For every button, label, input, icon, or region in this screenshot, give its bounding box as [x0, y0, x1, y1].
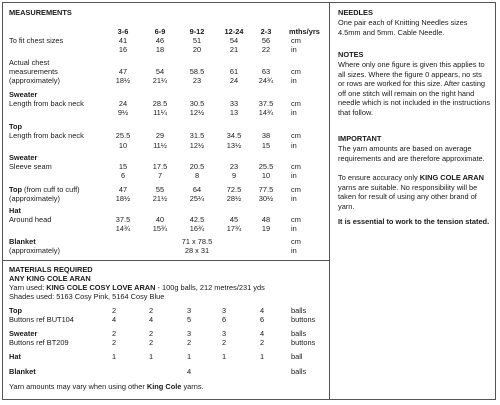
button-count: 2	[222, 338, 227, 347]
sweater-length-value: 12½	[189, 108, 205, 117]
blanket-approx-label: (approximately)	[9, 246, 60, 255]
accuracy-text	[338, 173, 490, 211]
sleeve-seam-value: 8	[194, 171, 200, 180]
chest-label: To fit chest sizes	[9, 36, 64, 45]
ball-count: 4	[260, 329, 265, 338]
button-count: 2	[149, 338, 154, 347]
size-header: 6-9	[154, 27, 166, 36]
section-divider	[2, 260, 330, 261]
chest-value: 51	[192, 36, 202, 45]
balls-unit: ball	[291, 352, 303, 361]
actual-chest-value: 24	[229, 76, 239, 85]
hat-value: 48	[261, 215, 271, 224]
cuff-value: 30½	[258, 194, 274, 203]
size-header: 2-3	[260, 27, 272, 36]
buttons-ref: Buttons ref BUT104	[9, 315, 74, 324]
ball-count: 1	[187, 352, 192, 361]
ball-count: 2	[112, 306, 117, 315]
ball-count: 3	[222, 329, 227, 338]
cuff-value: 18½	[115, 194, 131, 203]
chest-value: 21	[229, 45, 239, 54]
button-count: 6	[260, 315, 265, 324]
top-length-value: 13½	[226, 141, 242, 150]
actual-chest-value: 23	[192, 76, 202, 85]
blanket-value: 71 x 78.5	[181, 237, 213, 246]
ball-count: 3	[187, 306, 192, 315]
balls-unit: balls	[291, 306, 307, 315]
unit-label: in	[291, 194, 297, 203]
needles-text: One pair each of Knitting Needles sizes 4.5mm and 5mm. Cable Needle.	[338, 18, 468, 37]
ball-count: 2	[149, 329, 154, 338]
notes-text: Where only one figure is given this applies to all sizes. Where the figure 0 appears, no sts or rows are worked for this size. After casting off one stitch will remain on the right hand needle which is not included in the instructions that follow.	[338, 60, 491, 117]
cuff-value: 25¼	[189, 194, 205, 203]
actual-chest-value: 63	[261, 67, 271, 76]
accuracy-suffix: yarns are suitable. No responsibility will be taken for result of using any other brand of yarn.	[338, 182, 478, 211]
blanket-heading: Blanket	[9, 237, 36, 246]
actual-chest-value: 21¼	[152, 76, 168, 85]
cuff-value: 55	[155, 185, 165, 194]
important-title: IMPORTANT	[338, 134, 382, 143]
materials-blanket-heading: Blanket	[9, 367, 36, 376]
button-count: 4	[149, 315, 154, 324]
unit-label: cm	[291, 99, 301, 108]
ball-count: 4	[260, 306, 265, 315]
top-length-value: 34.5	[226, 131, 242, 140]
balls-unit: balls	[291, 367, 307, 376]
note-brand: King Cole	[146, 382, 182, 391]
unit-label: cm	[291, 131, 301, 140]
button-count: 2	[112, 338, 117, 347]
unit-label: in	[291, 171, 297, 180]
unit-label: in	[291, 108, 297, 117]
size-header: 9-12	[189, 27, 205, 36]
top-length-label: Length from back neck	[9, 131, 84, 140]
approx-label: (approximately)	[9, 194, 60, 203]
cuff-value: 72.5	[226, 185, 242, 194]
sweater-length-value: 30.5	[189, 99, 205, 108]
sweater-heading: Sweater	[9, 90, 38, 99]
chest-value: 46	[155, 36, 165, 45]
sleeve-seam-value: 17.5	[152, 162, 168, 171]
buttons-unit: buttons	[291, 338, 316, 347]
yarn-name: KING COLE COSY LOVE ARAN	[46, 283, 156, 292]
sleeve-seam-value: 20.5	[189, 162, 205, 171]
shades-used: Shades used: 5163 Cosy Pink, 5164 Cosy Blue	[9, 292, 165, 301]
top-length-value: 11½	[153, 141, 167, 150]
cuff-value: 28½	[226, 194, 242, 203]
sleeve-seam-value: 7	[157, 171, 163, 180]
top-length-value: 10	[118, 141, 128, 150]
ball-count: 1	[149, 352, 154, 361]
unit-label: cm	[291, 36, 301, 45]
needles-title: NEEDLES	[338, 8, 373, 17]
ball-count: 1	[260, 352, 265, 361]
sweater-length-value: 33	[229, 99, 239, 108]
unit-label: cm	[291, 185, 301, 194]
sweater-length-value: 37.5	[258, 99, 274, 108]
sleeve-seam-value: 23	[229, 162, 239, 171]
materials-title: MATERIALS REQUIRED	[9, 265, 93, 274]
hat-value: 40	[155, 215, 165, 224]
yarn-suffix: - 100g balls, 212 metres/231 yds	[155, 283, 265, 292]
chest-value: 54	[229, 36, 239, 45]
balls-unit: balls	[291, 329, 307, 338]
yarn-note	[9, 382, 204, 391]
materials-top-heading: Top	[9, 306, 22, 315]
top-length-value: 31.5	[189, 131, 205, 140]
brand-name: KING COLE ARAN	[419, 173, 484, 182]
actual-chest-label: (approximately)	[9, 76, 60, 85]
sweater-length-label: Length from back neck	[9, 99, 84, 108]
ball-count: 3	[222, 306, 227, 315]
blanket-value: 28 x 31	[184, 246, 210, 255]
top-length-value: 29	[155, 131, 165, 140]
materials-subtitle: ANY KING COLE ARAN	[9, 274, 91, 283]
sleeve-seam-value: 10	[261, 171, 271, 180]
ball-count: 4	[187, 367, 192, 376]
chest-value: 16	[118, 45, 128, 54]
sweater-length-value: 9½	[117, 108, 129, 117]
chest-value: 22	[261, 45, 271, 54]
button-count: 2	[260, 338, 265, 347]
top-heading: Top	[9, 185, 22, 194]
units-header: mths/yrs	[289, 27, 320, 36]
important-text: The yarn amounts are based on average requirements and are therefore approximate.	[338, 144, 485, 163]
hat-value: 16¾	[189, 224, 205, 233]
actual-chest-value: 18½	[115, 76, 131, 85]
sweater-length-value: 24	[118, 99, 128, 108]
unit-label: cm	[291, 162, 301, 171]
unit-label: cm	[291, 237, 301, 246]
button-count: 5	[187, 315, 192, 324]
actual-chest-label: measurements	[9, 67, 58, 76]
yarn-used	[9, 283, 265, 292]
top-length-value: 38	[261, 131, 271, 140]
hat-value: 15¾	[152, 224, 168, 233]
note-prefix: Yarn amounts may vary when using other	[9, 382, 147, 391]
sweater-length-value: 13	[229, 108, 239, 117]
sweater-length-value: 14¾	[258, 108, 274, 117]
ball-count: 3	[187, 329, 192, 338]
actual-chest-value: 61	[229, 67, 239, 76]
unit-label: in	[291, 45, 297, 54]
cuff-value: 47	[118, 185, 128, 194]
ball-count: 2	[149, 306, 154, 315]
cuff-to-cuff-label: (from cuff to cuff)	[22, 185, 80, 194]
button-count: 2	[187, 338, 192, 347]
actual-chest-label: Actual chest	[9, 58, 50, 67]
tension-note: It is essential to work to the tension stated.	[338, 217, 490, 226]
chest-value: 20	[192, 45, 202, 54]
notes-title: NOTES	[338, 50, 364, 59]
actual-chest-value: 54	[155, 67, 165, 76]
hat-value: 37.5	[115, 215, 131, 224]
cuff-value: 77.5	[258, 185, 274, 194]
button-count: 6	[222, 315, 227, 324]
sweater-length-value: 28.5	[152, 99, 168, 108]
size-header: 3-6	[117, 27, 129, 36]
ball-count: 1	[112, 352, 117, 361]
ball-count: 1	[222, 352, 227, 361]
unit-label: in	[291, 76, 297, 85]
buttons-unit: buttons	[291, 315, 316, 324]
hat-value: 14¾	[115, 224, 131, 233]
sleeve-seam-value: 15	[118, 162, 128, 171]
column-divider	[329, 2, 330, 400]
chest-value: 56	[261, 36, 271, 45]
sweater-length-value: 11¼	[153, 108, 167, 117]
actual-chest-value: 47	[118, 67, 128, 76]
buttons-ref: Buttons ref BT209	[9, 338, 69, 347]
top-cuff-label	[9, 185, 80, 194]
note-suffix: yarns.	[181, 382, 204, 391]
measurements-title: MEASUREMENTS	[9, 8, 72, 17]
hat-value: 45	[229, 215, 239, 224]
unit-label: cm	[291, 215, 301, 224]
hat-value: 42.5	[189, 215, 205, 224]
materials-hat-heading: Hat	[9, 352, 21, 361]
cuff-value: 21½	[152, 194, 168, 203]
yarn-prefix: Yarn used:	[9, 283, 47, 292]
hat-heading: Hat	[9, 206, 21, 215]
unit-label: in	[291, 224, 297, 233]
chest-value: 18	[155, 45, 165, 54]
top-heading: Top	[9, 122, 22, 131]
hat-value: 19	[261, 224, 271, 233]
around-head-label: Around head	[9, 215, 52, 224]
actual-chest-value: 24¾	[258, 76, 274, 85]
sweater-heading: Sweater	[9, 153, 38, 162]
sleeve-seam-value: 25.5	[258, 162, 274, 171]
size-header: 12-24	[224, 27, 244, 36]
sleeve-seam-value: 9	[231, 171, 237, 180]
chest-value: 41	[118, 36, 128, 45]
unit-label: in	[291, 246, 297, 255]
top-length-value: 25.5	[115, 131, 131, 140]
actual-chest-value: 58.5	[189, 67, 205, 76]
hat-value: 17¾	[226, 224, 242, 233]
unit-label: in	[291, 141, 297, 150]
button-count: 4	[112, 315, 117, 324]
top-length-value: 12½	[189, 141, 205, 150]
accuracy-prefix: To ensure accuracy only	[338, 173, 420, 182]
unit-label: cm	[291, 67, 301, 76]
materials-sweater-heading: Sweater	[9, 329, 38, 338]
top-length-value: 15	[261, 141, 271, 150]
ball-count: 2	[112, 329, 117, 338]
cuff-value: 64	[192, 185, 202, 194]
sleeve-seam-label: Sleeve seam	[9, 162, 52, 171]
sleeve-seam-value: 6	[120, 171, 126, 180]
